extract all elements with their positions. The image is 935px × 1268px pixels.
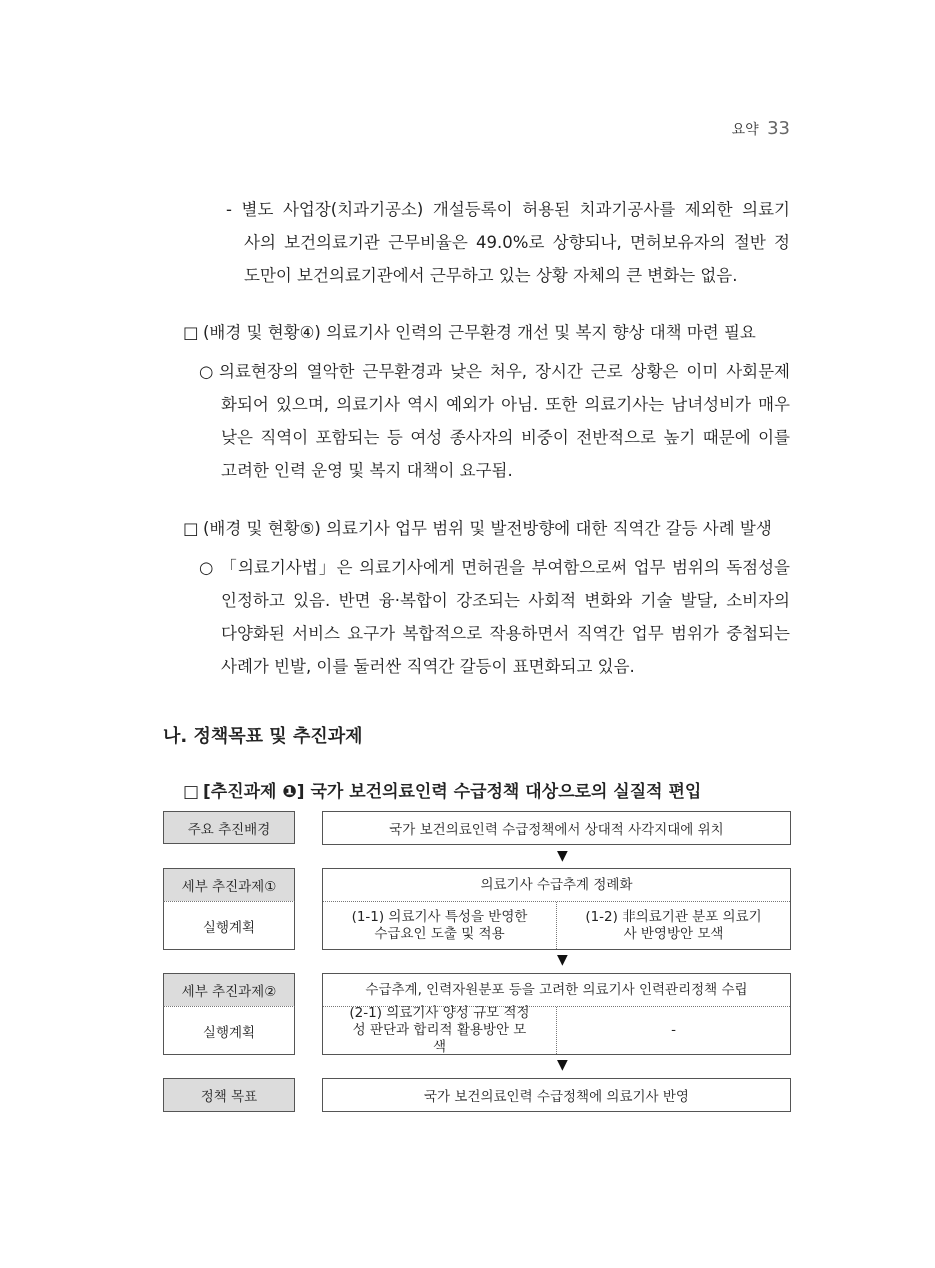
- background-text: 국가 보건의료인력 수급정책에서 상대적 사각지대에 위치: [322, 811, 791, 845]
- arrow-down-icon: ▼: [557, 848, 568, 864]
- text-line: - 별도 사업장(치과기공소) 개설등록이 허용된 치과기공사를 제외한 의료기: [226, 200, 790, 219]
- plan2b-text: -: [671, 1022, 676, 1038]
- plan1-label: 실행계획: [163, 901, 295, 950]
- task-title: [183, 777, 701, 802]
- page-header: [732, 118, 790, 139]
- text-line: 도만이 보건의료기관에서 근무하고 있는 상황 자체의 큰 변화는 없음.: [244, 266, 738, 285]
- task1-text: 의료기사 수급추계 정례화: [323, 869, 790, 902]
- background-4-heading: [183, 319, 756, 343]
- task1-container: [322, 868, 791, 950]
- text-line: 화되어 있으며, 의료기사 역시 예외가 아님. 또한 의료기사는 남녀성비가 매우: [221, 395, 790, 414]
- goal-label: 정책 목표: [163, 1078, 295, 1112]
- checkbox-square-icon: □: [183, 782, 200, 802]
- text-line: [199, 551, 790, 584]
- section-title: 나. 정책목표 및 추진과제: [163, 726, 363, 747]
- plan1a-text: (1-1) 의료기사 특성을 반영한 수급요인 도출 및 적용: [323, 902, 557, 949]
- text-line: 다양화된 서비스 요구가 복합적으로 작용하면서 직역간 업무 범위가 중첩되는: [221, 624, 790, 643]
- heading-text: (배경 및 현황④) 의료기사 인력의 근무환경 개선 및 복지 향상 대책 마련 필요: [203, 323, 756, 342]
- plan1b-text: (1-2) 非의료기관 분포 의료기사 반영방안 모색: [585, 908, 762, 942]
- arrow-down-icon: ▼: [557, 1057, 568, 1073]
- header-label: 요약: [731, 122, 759, 138]
- task-title-text: [추진과제 ❶] 국가 보건의료인력 수급정책 대상으로의 실질적 편입: [203, 782, 702, 802]
- text-line: 사례가 빈발, 이를 둘러싼 직역간 갈등이 표면화되고 있음.: [221, 657, 635, 676]
- checkbox-square-icon: □: [183, 519, 199, 538]
- arrow-down-icon: ▼: [557, 952, 568, 968]
- circle-bullet-icon: ○: [199, 362, 214, 381]
- page-number: 33: [767, 118, 790, 139]
- text-line: 낮은 직역이 포함되는 등 여성 종사자의 비중이 전반적으로 높기 때문에 이를: [221, 428, 790, 447]
- background-4-body: [199, 355, 790, 487]
- text-segment: 「의료기사법」은 의료기사에게 면허권을 부여함으로써 업무 범위의 독점성을: [219, 558, 790, 577]
- background-label: 주요 추진배경: [163, 811, 295, 844]
- circle-bullet-icon: ○: [199, 558, 214, 577]
- plan2-label: 실행계획: [163, 1006, 295, 1055]
- heading-text: (배경 및 현황⑤) 의료기사 업무 범위 및 발전방향에 대한 직역간 갈등 사례 발생: [203, 519, 772, 538]
- task1-label: 세부 추진과제①: [163, 868, 295, 902]
- background-5-body: [199, 551, 790, 683]
- paragraph-dental: [226, 193, 790, 292]
- text-line: 인정하고 있음. 반면 융·복합이 강조되는 사회적 변화와 기술 발달, 소비자의: [221, 591, 790, 610]
- plan2a-text: (2-1) 의료기사 양성 규모 적정성 판단과 합리적 활용방안 모색: [323, 1007, 557, 1054]
- task2-text: 수급추계, 인력자원분포 등을 고려한 의료기사 인력관리정책 수립: [323, 974, 790, 1007]
- text-line: 사의 보건의료기관 근무비율은 49.0%로 상향되나, 면허보유자의 절반 정: [244, 233, 790, 252]
- task2-label: 세부 추진과제②: [163, 973, 295, 1007]
- background-5-heading: [183, 515, 772, 539]
- text-line: [199, 355, 790, 388]
- text-segment: 의료현장의 열악한 근무환경과 낮은 처우, 장시간 근로 상황은 이미 사회문제: [219, 362, 790, 381]
- task2-container: [322, 973, 791, 1055]
- goal-text: 국가 보건의료인력 수급정책에 의료기사 반영: [322, 1078, 791, 1112]
- text-line: 고려한 인력 운영 및 복지 대책이 요구됨.: [221, 461, 513, 480]
- checkbox-square-icon: □: [183, 323, 199, 342]
